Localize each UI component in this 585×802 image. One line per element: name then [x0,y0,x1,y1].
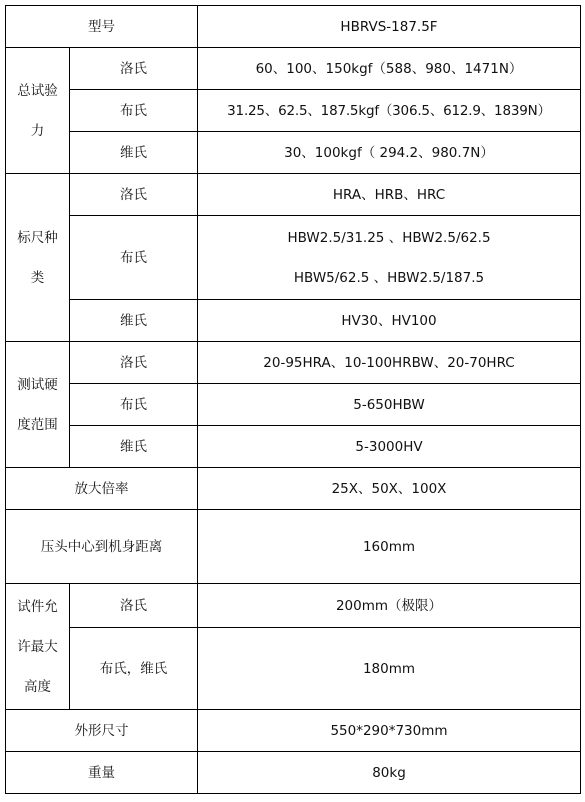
row-range-vickers [6,426,581,468]
row-scale-brinell [6,216,581,300]
model-label: 型号 [6,6,198,48]
hardness-range-label-line1: 测试硬 [17,376,58,393]
scale-method-vickers: 维氏 [70,300,198,342]
row-scale-vickers [6,300,581,342]
max-height-label-line2: 许最大 [17,638,58,655]
scale-types-label-line2: 类 [30,269,45,286]
throat-value: 160mm [198,510,581,584]
scale-value-vickers: HV30、HV100 [198,300,581,342]
magnification-value: 25X、50X、100X [198,468,581,510]
row-force-brinell [6,90,581,132]
hardness-range-label [6,342,70,468]
weight-label: 重量 [6,752,198,794]
scale-method-brinell: 布氏 [70,216,198,300]
scale-value-brinell [198,216,581,300]
force-method-brinell: 布氏 [70,90,198,132]
scale-types-label-line1: 标尺种 [17,229,58,246]
force-value-brinell: 31.25、62.5、187.5kgf（306.5、612.9、1839N） [198,90,581,132]
height-method-rockwell: 洛氏 [70,584,198,628]
row-throat [6,510,581,584]
row-model [6,6,581,48]
row-scale-rockwell [6,174,581,216]
force-value-rockwell: 60、100、150kgf（588、980、1471N） [198,48,581,90]
range-method-brinell: 布氏 [70,384,198,426]
row-magnification [6,468,581,510]
height-value-brinell-vickers: 180mm [198,628,581,710]
dimensions-value: 550*290*730mm [198,710,581,752]
scale-value-brinell-line2: HBW5/62.5 、HBW2.5/187.5 [293,269,485,286]
row-height-brinell-vickers [6,628,581,710]
scale-value-rockwell: HRA、HRB、HRC [198,174,581,216]
range-value-brinell: 5-650HBW [198,384,581,426]
dimensions-label: 外形尺寸 [6,710,198,752]
row-weight [6,752,581,794]
row-force-vickers [6,132,581,174]
spec-table [5,5,581,794]
row-height-rockwell [6,584,581,628]
total-force-label-line2: 力 [30,122,45,139]
row-range-rockwell [6,342,581,384]
row-force-rockwell [6,48,581,90]
model-value: HBRVS-187.5F [198,6,581,48]
max-height-label [6,584,70,710]
total-force-label [6,48,70,174]
scale-types-label [6,174,70,342]
magnification-label: 放大倍率 [6,468,198,510]
range-value-vickers: 5-3000HV [198,426,581,468]
range-value-rockwell: 20-95HRA、10-100HRBW、20-70HRC [198,342,581,384]
height-value-rockwell: 200mm（极限） [198,584,581,628]
height-method-brinell-vickers: 布氏，维氏 [70,628,198,710]
force-method-vickers: 维氏 [70,132,198,174]
force-value-vickers: 30、100kgf（ 294.2、980.7N） [198,132,581,174]
row-range-brinell [6,384,581,426]
hardness-range-label-line2: 度范围 [17,416,58,433]
range-method-vickers: 维氏 [70,426,198,468]
force-method-rockwell: 洛氏 [70,48,198,90]
range-method-rockwell: 洛氏 [70,342,198,384]
weight-value: 80kg [198,752,581,794]
total-force-label-line1: 总试验 [17,82,58,99]
throat-label: 压头中心到机身距离 [6,510,198,584]
max-height-label-line1: 试件允 [17,598,58,615]
max-height-label-line3: 高度 [24,678,51,695]
row-dimensions [6,710,581,752]
scale-method-rockwell: 洛氏 [70,174,198,216]
scale-value-brinell-line1: HBW2.5/31.25 、HBW2.5/62.5 [287,229,491,246]
